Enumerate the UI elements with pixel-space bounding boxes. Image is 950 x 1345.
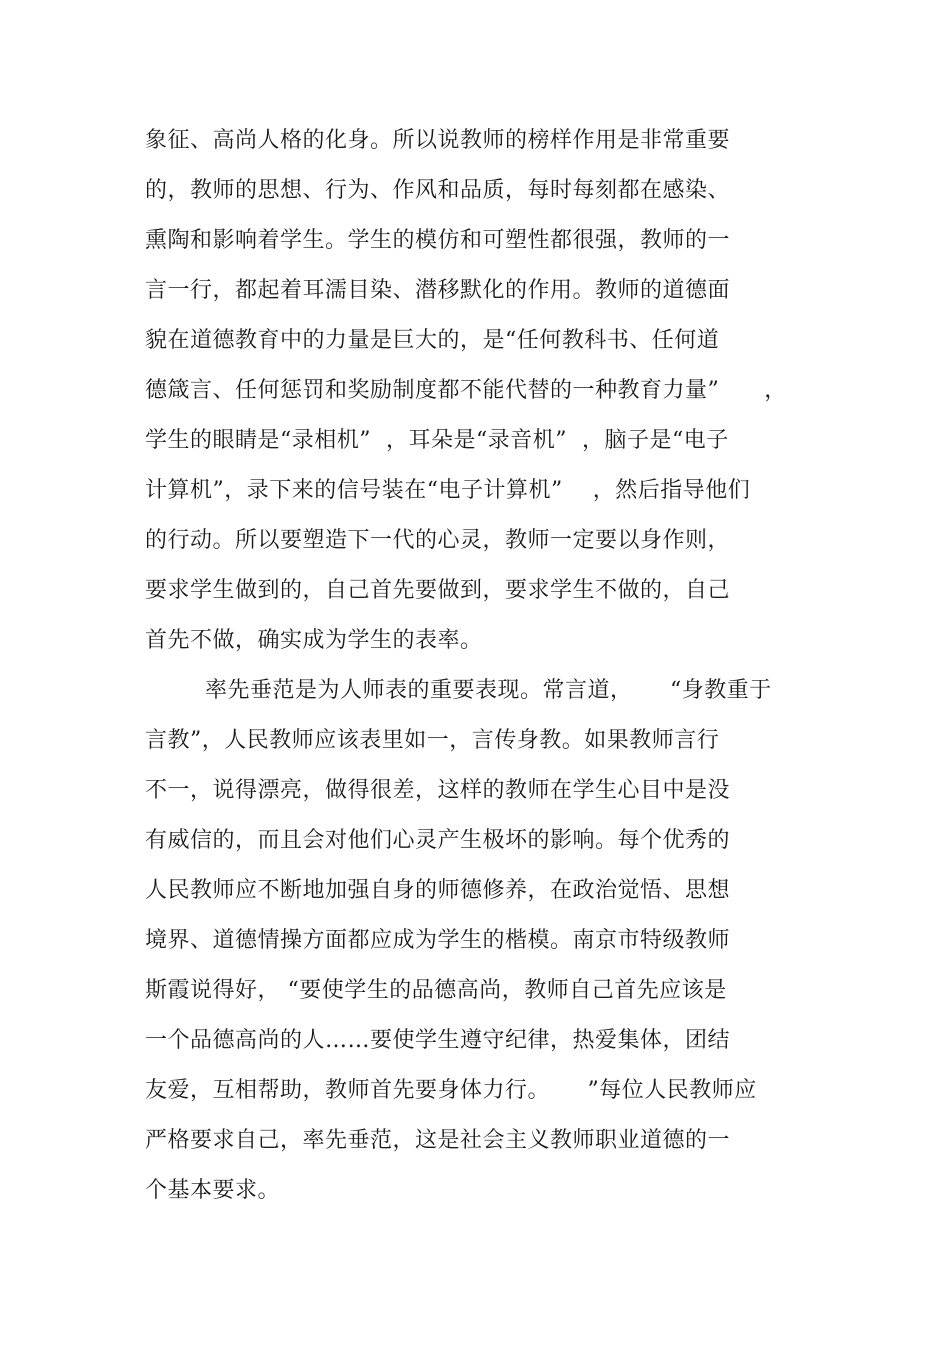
paragraph-first-line: 率先垂范是为人师表的重要表现。常言道， “身教重于: [205, 678, 772, 703]
text-line: 首先不做，确实成为学生的表率。: [145, 628, 483, 653]
text-line: 象征、高尚人格的化身。所以说教师的榜样作用是非常重要: [145, 128, 731, 153]
text-line: 熏陶和影响着学生。学生的模仿和可塑性都很强，教师的一: [145, 228, 731, 253]
text-line: 貌在道德教育中的力量是巨大的，是“任何教科书、任何道: [145, 328, 720, 353]
text-line: 严格要求自己，率先垂范，这是社会主义教师职业道德的一: [145, 1128, 731, 1153]
text-line: 要求学生做到的，自己首先要做到，要求学生不做的，自己: [145, 578, 731, 603]
text-line: 个基本要求。: [145, 1178, 281, 1203]
text-line: 学生的眼睛是“录相机” ，耳朵是“录音机” ，脑子是“电子: [145, 428, 729, 453]
text-line: 的，教师的思想、行为、作风和品质，每时每刻都在感染、: [145, 178, 731, 203]
text-line: 一个品德高尚的人……要使学生遵守纪律，热爱集体，团结: [145, 1028, 731, 1053]
text-line: 人民教师应不断地加强自身的师德修养，在政治觉悟、思想: [145, 878, 731, 903]
text-line: 言教”，人民教师应该表里如一，言传身教。如果教师言行: [145, 728, 720, 753]
text-line: 德箴言、任何惩罚和奖励制度都不能代替的一种教育力量” ，: [145, 378, 787, 403]
text-line: 言一行，都起着耳濡目染、潜移默化的作用。教师的道德面: [145, 278, 731, 303]
text-line: 计算机”，录下来的信号装在“电子计算机” ，然后指导他们: [145, 478, 751, 503]
text-line: 境界、道德情操方面都应成为学生的楷模。南京市特级教师: [145, 928, 731, 953]
text-line: 友爱，互相帮助，教师首先要身体力行。 ”每位人民教师应: [145, 1078, 757, 1103]
text-line: 的行动。所以要塑造下一代的心灵，教师一定要以身作则，: [145, 528, 731, 553]
text-line: 有威信的，而且会对他们心灵产生极坏的影响。每个优秀的: [145, 828, 731, 853]
text-line: 斯霞说得好， “要使学生的品德高尚，教师自己首先应该是: [145, 978, 727, 1003]
text-line: 不一，说得漂亮，做得很差，这样的教师在学生心目中是没: [145, 778, 731, 803]
